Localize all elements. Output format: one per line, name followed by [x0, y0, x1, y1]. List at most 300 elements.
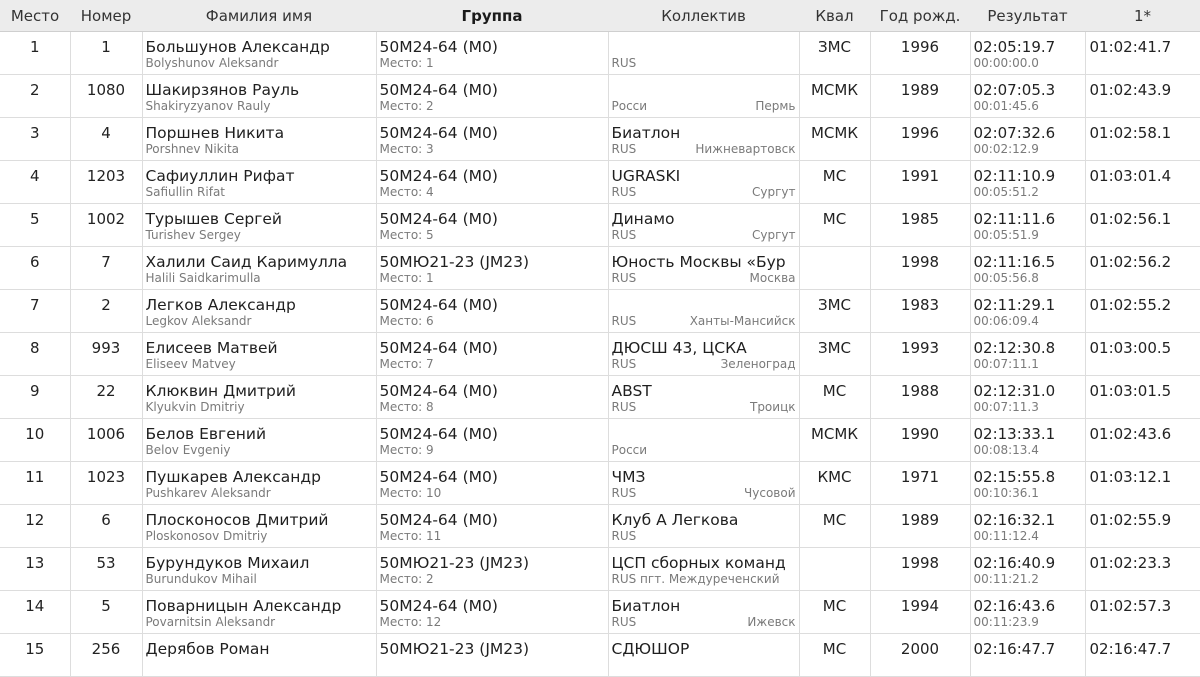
- name-cell: [142, 290, 376, 333]
- split-time: 01:02:55.9: [1086, 505, 1200, 529]
- group-name[interactable]: 50М24-64 (M0): [377, 290, 608, 314]
- result-cell: [970, 290, 1085, 333]
- group-cell: [376, 462, 608, 505]
- year-cell: [870, 591, 970, 634]
- qual-cell: [799, 548, 870, 591]
- group-name[interactable]: 50М24-64 (M0): [377, 419, 608, 443]
- result-time: 02:16:43.6: [971, 591, 1085, 615]
- table-row[interactable]: [0, 462, 1200, 505]
- team-location: [609, 56, 799, 70]
- result-gap: 00:05:51.2: [971, 185, 1085, 199]
- header-number[interactable]: Номер: [70, 0, 142, 32]
- qual-cell: [799, 204, 870, 247]
- split-time: 01:02:41.7: [1086, 32, 1200, 56]
- split-cell: [1085, 118, 1200, 161]
- group-cell: [376, 376, 608, 419]
- qualification: ЗМС: [800, 333, 870, 357]
- team-city: Пермь: [755, 99, 795, 113]
- team-cell: [608, 290, 799, 333]
- bib-number: 1006: [71, 419, 142, 443]
- team-city: Сургут: [752, 228, 796, 242]
- athlete-name-latin: Povarnitsin Aleksandr: [143, 615, 376, 629]
- result-time: 02:11:10.9: [971, 161, 1085, 185]
- group-place: Место: 2: [377, 572, 608, 586]
- result-gap: 00:06:09.4: [971, 314, 1085, 328]
- result-gap: 00:11:12.4: [971, 529, 1085, 543]
- place-value: 8: [0, 333, 70, 357]
- group-cell: [376, 548, 608, 591]
- group-name[interactable]: 50МЮ21-23 (JM23): [377, 548, 608, 572]
- split-time: 01:03:12.1: [1086, 462, 1200, 486]
- team-location: [609, 185, 799, 199]
- qualification: МСМК: [800, 419, 870, 443]
- header-qual[interactable]: Квал: [799, 0, 870, 32]
- team-country: RUS: [612, 314, 637, 328]
- birth-year: 1988: [871, 376, 970, 400]
- group-place: Место: 10: [377, 486, 608, 500]
- team-name[interactable]: [609, 32, 799, 56]
- qual-cell: [799, 333, 870, 376]
- result-cell: [970, 333, 1085, 376]
- place-value: 14: [0, 591, 70, 615]
- split-cell: [1085, 333, 1200, 376]
- place-value: 10: [0, 419, 70, 443]
- athlete-name-latin: Eliseev Matvey: [143, 357, 376, 371]
- split-time: 01:02:55.2: [1086, 290, 1200, 314]
- year-cell: [870, 75, 970, 118]
- qual-cell: [799, 118, 870, 161]
- result-cell: [970, 118, 1085, 161]
- qualification: МСМК: [800, 75, 870, 99]
- team-location: [609, 314, 799, 328]
- team-name[interactable]: ABST: [609, 376, 799, 400]
- team-location: [609, 615, 799, 629]
- place-cell: [0, 548, 70, 591]
- qualification: МС: [800, 161, 870, 185]
- name-cell: [142, 333, 376, 376]
- team-name[interactable]: ДЮСШ 43, ЦСКА: [609, 333, 799, 357]
- place-cell: [0, 32, 70, 75]
- table-row[interactable]: [0, 591, 1200, 634]
- result-cell: [970, 75, 1085, 118]
- name-cell: [142, 419, 376, 462]
- number-cell: [70, 290, 142, 333]
- table-row[interactable]: [0, 204, 1200, 247]
- athlete-name[interactable]: Дерябов Роман: [143, 634, 376, 658]
- number-cell: [70, 75, 142, 118]
- group-cell: [376, 290, 608, 333]
- group-cell: [376, 419, 608, 462]
- qual-cell: [799, 591, 870, 634]
- birth-year: 1993: [871, 333, 970, 357]
- bib-number: 5: [71, 591, 142, 615]
- year-cell: [870, 290, 970, 333]
- name-cell: [142, 505, 376, 548]
- place-cell: [0, 505, 70, 548]
- split-time: 01:02:57.3: [1086, 591, 1200, 615]
- team-cell: [608, 462, 799, 505]
- team-country: RUS: [612, 228, 637, 242]
- athlete-name[interactable]: Легков Александр: [143, 290, 376, 314]
- team-name[interactable]: UGRASKI: [609, 161, 799, 185]
- result-cell: [970, 32, 1085, 75]
- table-row[interactable]: [0, 118, 1200, 161]
- athlete-name-latin: Shakiryzyanov Rauly: [143, 99, 376, 113]
- year-cell: [870, 204, 970, 247]
- team-cell: [608, 118, 799, 161]
- result-time: 02:12:31.0: [971, 376, 1085, 400]
- table-row[interactable]: [0, 75, 1200, 118]
- split-cell: [1085, 505, 1200, 548]
- table-row[interactable]: [0, 290, 1200, 333]
- group-name[interactable]: 50М24-64 (M0): [377, 505, 608, 529]
- qual-cell: [799, 505, 870, 548]
- table-row[interactable]: [0, 419, 1200, 462]
- header-result[interactable]: Результат: [970, 0, 1085, 32]
- split-time: 01:02:58.1: [1086, 118, 1200, 142]
- place-cell: [0, 290, 70, 333]
- group-name[interactable]: 50М24-64 (M0): [377, 333, 608, 357]
- group-name[interactable]: 50М24-64 (M0): [377, 591, 608, 615]
- header-split[interactable]: 1*: [1085, 0, 1200, 32]
- athlete-name-latin: Halili Saidkarimulla: [143, 271, 376, 285]
- group-place: Место: 8: [377, 400, 608, 414]
- table-row[interactable]: [0, 161, 1200, 204]
- result-gap: 00:00:00.0: [971, 56, 1085, 70]
- team-location: [609, 357, 799, 371]
- team-cell: [608, 204, 799, 247]
- result-cell: [970, 247, 1085, 290]
- split-time: 01:03:01.5: [1086, 376, 1200, 400]
- place-value: 7: [0, 290, 70, 314]
- athlete-name[interactable]: Поварницын Александр: [143, 591, 376, 615]
- group-cell: [376, 333, 608, 376]
- split-cell: [1085, 634, 1200, 677]
- bib-number: 6: [71, 505, 142, 529]
- bib-number: 993: [71, 333, 142, 357]
- bib-number: 2: [71, 290, 142, 314]
- number-cell: [70, 204, 142, 247]
- team-name[interactable]: [609, 75, 799, 99]
- team-name[interactable]: Клуб А Легкова: [609, 505, 799, 529]
- split-cell: [1085, 548, 1200, 591]
- place-value: 12: [0, 505, 70, 529]
- result-time: 02:15:55.8: [971, 462, 1085, 486]
- athlete-name-latin: Ploskonosov Dmitriy: [143, 529, 376, 543]
- athlete-name[interactable]: Белов Евгений: [143, 419, 376, 443]
- group-name[interactable]: 50М24-64 (M0): [377, 118, 608, 142]
- table-row[interactable]: [0, 505, 1200, 548]
- table-row[interactable]: [0, 247, 1200, 290]
- athlete-name[interactable]: Плосконосов Дмитрий: [143, 505, 376, 529]
- team-country: RUS: [612, 56, 637, 70]
- table-row[interactable]: [0, 333, 1200, 376]
- athlete-name[interactable]: Сафиуллин Рифат: [143, 161, 376, 185]
- result-cell: [970, 634, 1085, 677]
- year-cell: [870, 462, 970, 505]
- qualification: КМС: [800, 462, 870, 486]
- result-gap: 00:05:56.8: [971, 271, 1085, 285]
- team-country: Росси: [612, 99, 648, 113]
- group-place: Место: 5: [377, 228, 608, 242]
- birth-year: 2000: [871, 634, 970, 658]
- results-body: [0, 32, 1200, 677]
- athlete-name[interactable]: Шакирзянов Рауль: [143, 75, 376, 99]
- team-city: Троицк: [750, 400, 796, 414]
- year-cell: [870, 32, 970, 75]
- qualification: МС: [800, 505, 870, 529]
- group-cell: [376, 75, 608, 118]
- qualification: [800, 247, 870, 253]
- bib-number: 22: [71, 376, 142, 400]
- number-cell: [70, 548, 142, 591]
- split-cell: [1085, 247, 1200, 290]
- result-time: 02:16:47.7: [971, 634, 1085, 658]
- result-gap: 00:11:21.2: [971, 572, 1085, 586]
- year-cell: [870, 376, 970, 419]
- group-place: Место: 6: [377, 314, 608, 328]
- split-cell: [1085, 32, 1200, 75]
- athlete-name[interactable]: Большунов Александр: [143, 32, 376, 56]
- group-place: Место: 3: [377, 142, 608, 156]
- group-name[interactable]: 50МЮ21-23 (JM23): [377, 634, 608, 658]
- athlete-name[interactable]: Клюквин Дмитрий: [143, 376, 376, 400]
- split-cell: [1085, 161, 1200, 204]
- group-name[interactable]: 50МЮ21-23 (JM23): [377, 247, 608, 271]
- athlete-name[interactable]: Пушкарев Александр: [143, 462, 376, 486]
- athlete-name-latin: Burundukov Mihail: [143, 572, 376, 586]
- place-cell: [0, 376, 70, 419]
- result-time: 02:05:19.7: [971, 32, 1085, 56]
- result-time: 02:11:16.5: [971, 247, 1085, 271]
- place-value: 5: [0, 204, 70, 228]
- team-cell: [608, 634, 799, 677]
- birth-year: 1996: [871, 118, 970, 142]
- result-gap: 00:08:13.4: [971, 443, 1085, 457]
- year-cell: [870, 634, 970, 677]
- qual-cell: [799, 32, 870, 75]
- team-country: RUS: [612, 185, 637, 199]
- group-cell: [376, 161, 608, 204]
- team-cell: [608, 333, 799, 376]
- split-time: 01:02:23.3: [1086, 548, 1200, 572]
- birth-year: 1989: [871, 75, 970, 99]
- athlete-name-latin: Safiullin Rifat: [143, 185, 376, 199]
- bib-number: 1080: [71, 75, 142, 99]
- place-cell: [0, 591, 70, 634]
- group-name[interactable]: 50М24-64 (M0): [377, 161, 608, 185]
- team-location: [609, 142, 799, 156]
- team-country: RUS: [612, 357, 637, 371]
- group-place: Место: 7: [377, 357, 608, 371]
- bib-number: 1203: [71, 161, 142, 185]
- team-cell: [608, 419, 799, 462]
- result-cell: [970, 462, 1085, 505]
- place-value: 15: [0, 634, 70, 658]
- table-row[interactable]: [0, 634, 1200, 677]
- team-name[interactable]: Биатлон: [609, 118, 799, 142]
- year-cell: [870, 118, 970, 161]
- team-name[interactable]: ЧМЗ: [609, 462, 799, 486]
- birth-year: 1971: [871, 462, 970, 486]
- team-country: RUS пгт. Междуреченский: [612, 572, 780, 586]
- team-name[interactable]: [609, 290, 799, 314]
- year-cell: [870, 548, 970, 591]
- split-cell: [1085, 75, 1200, 118]
- team-name[interactable]: Биатлон: [609, 591, 799, 615]
- team-name[interactable]: ЦСП сборных команд: [609, 548, 799, 572]
- qualification: ЗМС: [800, 32, 870, 56]
- split-cell: [1085, 204, 1200, 247]
- number-cell: [70, 634, 142, 677]
- group-cell: [376, 118, 608, 161]
- team-city: Ханты-Мансийск: [690, 314, 796, 328]
- team-city: Нижневартовск: [695, 142, 795, 156]
- place-cell: [0, 462, 70, 505]
- result-time: 02:11:29.1: [971, 290, 1085, 314]
- result-time: 02:11:11.6: [971, 204, 1085, 228]
- team-cell: [608, 548, 799, 591]
- qual-cell: [799, 247, 870, 290]
- group-name[interactable]: 50М24-64 (M0): [377, 75, 608, 99]
- qual-cell: [799, 419, 870, 462]
- table-row[interactable]: [0, 376, 1200, 419]
- birth-year: 1990: [871, 419, 970, 443]
- qual-cell: [799, 634, 870, 677]
- birth-year: 1998: [871, 548, 970, 572]
- team-cell: [608, 161, 799, 204]
- result-time: 02:16:32.1: [971, 505, 1085, 529]
- team-location: [609, 486, 799, 500]
- team-name[interactable]: Юность Москвы «Бур: [609, 247, 799, 271]
- birth-year: 1998: [871, 247, 970, 271]
- place-cell: [0, 634, 70, 677]
- qual-cell: [799, 290, 870, 333]
- team-location: [609, 529, 799, 543]
- year-cell: [870, 333, 970, 376]
- qual-cell: [799, 161, 870, 204]
- split-cell: [1085, 419, 1200, 462]
- athlete-name-latin: Legkov Aleksandr: [143, 314, 376, 328]
- place-value: 4: [0, 161, 70, 185]
- team-name[interactable]: [609, 419, 799, 443]
- qualification: МС: [800, 376, 870, 400]
- result-time: 02:12:30.8: [971, 333, 1085, 357]
- header-name[interactable]: Фамилия имя: [142, 0, 376, 32]
- table-row[interactable]: [0, 548, 1200, 591]
- result-gap: 00:05:51.9: [971, 228, 1085, 242]
- group-name[interactable]: 50М24-64 (M0): [377, 32, 608, 56]
- year-cell: [870, 161, 970, 204]
- team-cell: [608, 247, 799, 290]
- table-row[interactable]: [0, 32, 1200, 75]
- bib-number: 53: [71, 548, 142, 572]
- bib-number: 256: [71, 634, 142, 658]
- group-cell: [376, 247, 608, 290]
- year-cell: [870, 419, 970, 462]
- split-time: 01:02:56.2: [1086, 247, 1200, 271]
- name-cell: [142, 376, 376, 419]
- qualification: МС: [800, 204, 870, 228]
- place-cell: [0, 204, 70, 247]
- team-city: Ижевск: [747, 615, 795, 629]
- group-cell: [376, 591, 608, 634]
- athlete-name[interactable]: Бурундуков Михаил: [143, 548, 376, 572]
- number-cell: [70, 333, 142, 376]
- place-value: 3: [0, 118, 70, 142]
- group-name[interactable]: 50М24-64 (M0): [377, 204, 608, 228]
- result-time: 02:07:32.6: [971, 118, 1085, 142]
- place-cell: [0, 161, 70, 204]
- team-country: RUS: [612, 486, 637, 500]
- team-location: [609, 99, 799, 113]
- number-cell: [70, 32, 142, 75]
- team-name[interactable]: Динамо: [609, 204, 799, 228]
- split-time: 01:02:56.1: [1086, 204, 1200, 228]
- place-value: 9: [0, 376, 70, 400]
- result-cell: [970, 419, 1085, 462]
- birth-year: 1989: [871, 505, 970, 529]
- athlete-name-latin: Bolyshunov Aleksandr: [143, 56, 376, 70]
- group-name[interactable]: 50М24-64 (M0): [377, 376, 608, 400]
- place-value: 13: [0, 548, 70, 572]
- result-cell: [970, 204, 1085, 247]
- place-value: 6: [0, 247, 70, 271]
- athlete-name[interactable]: Поршнев Никита: [143, 118, 376, 142]
- result-gap: 00:10:36.1: [971, 486, 1085, 500]
- name-cell: [142, 247, 376, 290]
- header-group[interactable]: Группа: [376, 0, 608, 32]
- qual-cell: [799, 376, 870, 419]
- place-cell: [0, 118, 70, 161]
- birth-year: 1985: [871, 204, 970, 228]
- team-cell: [608, 376, 799, 419]
- number-cell: [70, 376, 142, 419]
- place-cell: [0, 247, 70, 290]
- athlete-name[interactable]: Халили Саид Каримулла: [143, 247, 376, 271]
- header-year[interactable]: Год рожд.: [870, 0, 970, 32]
- name-cell: [142, 32, 376, 75]
- group-cell: [376, 32, 608, 75]
- name-cell: [142, 118, 376, 161]
- bib-number: 1023: [71, 462, 142, 486]
- name-cell: [142, 634, 376, 677]
- group-place: Место: 9: [377, 443, 608, 457]
- team-country: RUS: [612, 400, 637, 414]
- qualification: ЗМС: [800, 290, 870, 314]
- number-cell: [70, 419, 142, 462]
- qualification: [800, 548, 870, 554]
- athlete-name[interactable]: Турышев Сергей: [143, 204, 376, 228]
- number-cell: [70, 118, 142, 161]
- team-cell: [608, 591, 799, 634]
- header-place[interactable]: Место: [0, 0, 70, 32]
- group-cell: [376, 634, 608, 677]
- qualification: МС: [800, 634, 870, 658]
- bib-number: 7: [71, 247, 142, 271]
- team-location: [609, 400, 799, 414]
- athlete-name[interactable]: Елисеев Матвей: [143, 333, 376, 357]
- team-name[interactable]: СДЮШОР: [609, 634, 799, 658]
- birth-year: 1991: [871, 161, 970, 185]
- team-cell: [608, 505, 799, 548]
- split-time: 01:03:00.5: [1086, 333, 1200, 357]
- header-team[interactable]: Коллектив: [608, 0, 799, 32]
- bib-number: 1002: [71, 204, 142, 228]
- result-cell: [970, 376, 1085, 419]
- name-cell: [142, 204, 376, 247]
- group-name[interactable]: 50М24-64 (M0): [377, 462, 608, 486]
